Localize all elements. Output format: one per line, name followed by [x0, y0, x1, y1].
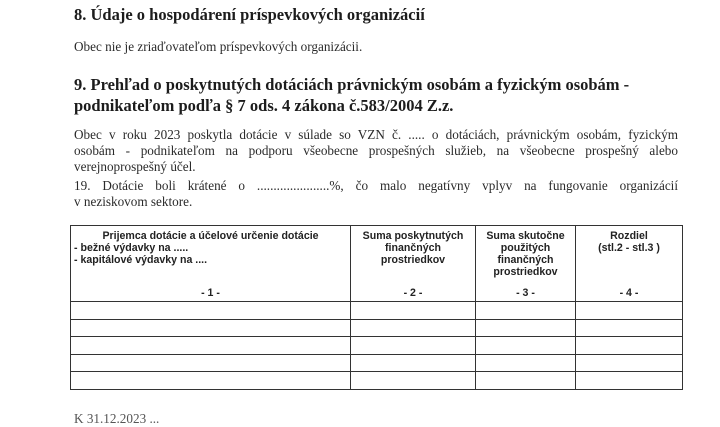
table-header-row	[71, 226, 683, 302]
table-cell	[351, 354, 476, 372]
col-4-line-2: (stl.2 - stl.3 )	[598, 242, 660, 254]
table-cell	[476, 337, 576, 355]
col-3-line-1: Suma skutočne	[486, 230, 565, 242]
table-cell	[476, 302, 576, 320]
table-row	[71, 319, 683, 337]
table-cell	[476, 372, 576, 390]
table-cell	[476, 354, 576, 372]
col-3-line-4: prostriedkov	[493, 266, 558, 278]
col-3-line-2: použitých	[500, 242, 551, 254]
section-9-heading-line-1: 9. Prehľad o poskytnutých dotáciách právnickým osobám a fyzickým osobám -	[74, 75, 630, 94]
table-cell	[71, 337, 351, 355]
section-9-text-line-2: osobám - podnikateľom na podporu všeobecne prospešných služieb, na všeobecne prospešný alebo	[74, 143, 678, 158]
table-row	[71, 337, 683, 355]
header-col-4	[576, 226, 683, 302]
note-19-line-1: 19. Dotácie boli krátené o ......................%, čo malo negatívny vplyv na fungovanie organizácií	[74, 178, 678, 193]
col-2-number: - 2 -	[403, 287, 423, 299]
table-cell	[71, 319, 351, 337]
col-4-line-1: Rozdiel	[610, 230, 648, 242]
table-cell	[351, 337, 476, 355]
footer-partial-text: K 31.12.2023 ...	[74, 411, 160, 426]
table-cell	[71, 354, 351, 372]
section-8-text: Obec nie je zriaďovateľom príspevkových organizácii.	[74, 39, 363, 54]
col-1-title: Prijemca dotácie a účelové určenie dotácie	[102, 230, 319, 242]
table-cell	[576, 372, 683, 390]
table-cell	[576, 337, 683, 355]
table-cell	[351, 372, 476, 390]
table-row	[71, 372, 683, 390]
section-9-text-line-3: verejnoprospešný účel.	[74, 159, 196, 174]
col-3-number: - 3 -	[516, 287, 535, 299]
col-2-line-1: Suma poskytnutých	[362, 230, 464, 242]
note-19-line-2: v neziskovom sektore.	[74, 194, 193, 209]
header-col-3	[476, 226, 576, 302]
table-cell	[71, 372, 351, 390]
subsidy-table	[70, 225, 683, 390]
table-cell	[576, 354, 683, 372]
col-4-number: - 4 -	[619, 287, 639, 299]
table-cell	[576, 319, 683, 337]
table-row	[71, 302, 683, 320]
table-cell	[351, 319, 476, 337]
col-2-line-3: prostriedkov	[380, 254, 446, 266]
table-cell	[351, 302, 476, 320]
col-3-line-3: finančných	[497, 254, 554, 266]
section-9-heading-line-2: podnikateľom podľa § 7 ods. 4 zákona č.583/2004 Z.z.	[74, 96, 454, 115]
col-1-number: - 1 -	[201, 287, 220, 299]
col-2-line-2: finančných	[385, 242, 441, 254]
section-8-heading: 8. Údaje o hospodárení príspevkových organizácií	[74, 5, 425, 24]
table-cell	[71, 302, 351, 320]
table-cell	[576, 302, 683, 320]
table-row	[71, 354, 683, 372]
header-col-2	[351, 226, 476, 302]
header-col-1	[71, 226, 351, 302]
table-cell	[476, 319, 576, 337]
section-9-text-line-1: Obec v roku 2023 poskytla dotácie v súlade so VZN č. ..... o dotáciách, právnickým osobám, fyzickým	[74, 127, 678, 142]
col-1-line-2: - bežné výdavky na .....	[74, 242, 189, 254]
col-1-line-3: - kapitálové výdavky na ....	[74, 254, 208, 266]
